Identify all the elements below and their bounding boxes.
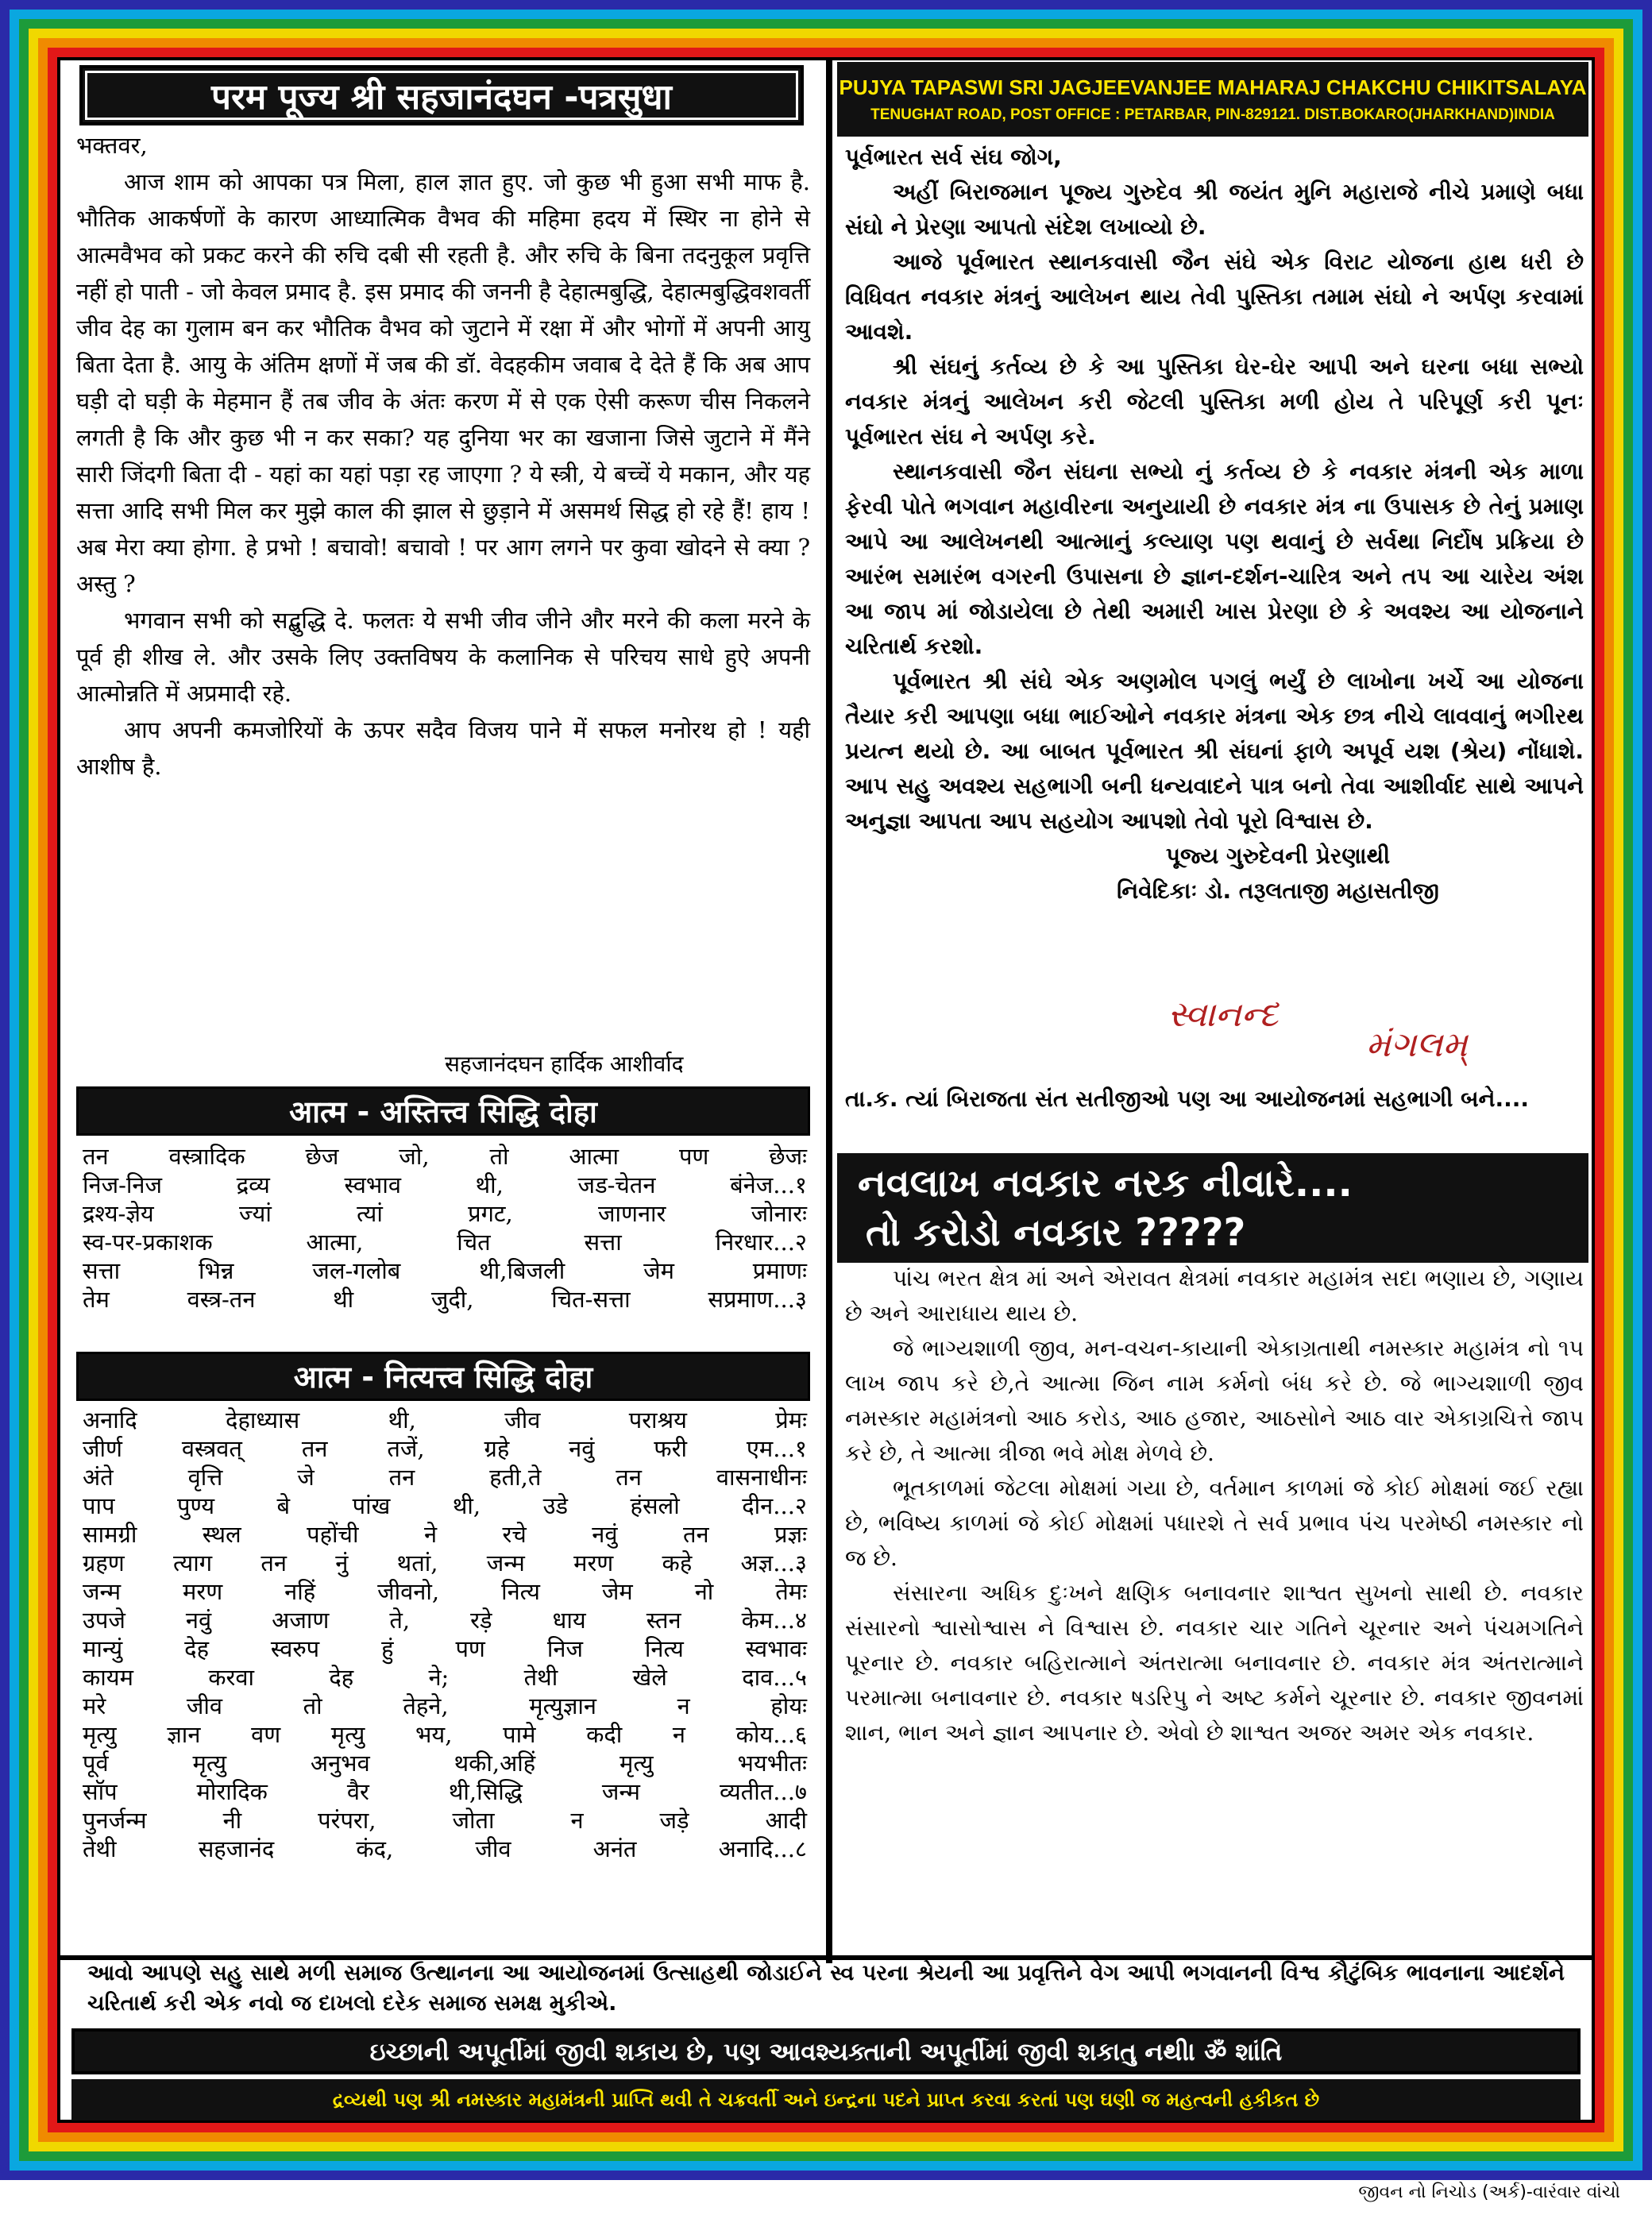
verse-line: अंते वृत्ति जे तन हती,ते तन वासनाधीनः bbox=[83, 1464, 807, 1491]
section1-title: आत्म - अस्तित्त्व सिद्धि दोहा bbox=[289, 1094, 597, 1129]
tagline-bar bbox=[71, 2079, 1581, 2120]
verse-line: निज-निज द्रव्य स्वभाव थी, जड-चेतन बंनेज...१ bbox=[83, 1171, 807, 1198]
letter-paragraph: भगवान सभी को सद्बुद्धि दे. फलतः ये सभी जीव जीने और मरने की कला मरने के पूर्व ही शीख ले. और उसके लिए उक्तविषय के कलानिक से परिचय साधे हुऐ अपनी आत्मोन्नति में अप्रमादी रहे. bbox=[76, 607, 811, 707]
verse-line: अनादि देहाध्यास थी, जीव पराश्रय प्रेमः bbox=[83, 1407, 807, 1434]
navkar-paragraph: પાંચ ભરત ક્ષેત્ર માં અને એરાવત ક્ષેત્રમાં નવકાર મહામંત્ર સદા ભણાય છે, ગણાય છે અને આરાધાય થાય છે. bbox=[845, 1265, 1584, 1326]
hospital-header bbox=[837, 62, 1588, 137]
message-paragraph: પૂર્વભારત શ્રી સંઘે એક અણમોલ પગલું ભર્યું છે લાખોના ખર્ચે આ યોજના તૈયાર કરી આપણા બધા ભાઈઓને નવકાર મંત્રના એક છત્ર નીચે લાવવાનું ભગીરથ પ્રયત્ન થયો છે. આ બાબત પૂર્વભારત શ્રી સંઘનાં ફાળે અપૂર્વ યશ (શ્રેય) નોંધાશે. આપ સહુ અવશ્ય સહભાગી બની ધન્યવાદને પાત્ર બનો તેવા આશીર્વાદ સાથે આપને અનુજ્ઞા આપતા આપ સહયોગ આપશો તેવો પૂરો વિશ્વાસ છે. bbox=[845, 668, 1584, 834]
navkar-paragraph: ભૂતકાળમાં જેટલા મોક્ષમાં ગયા છે, વર્તમાન કાળમાં જે કોઈ મોક્ષમાં જઈ રહ્યા છે, ભવિષ્ય કાળમાં જે કોઈ મોક્ષમાં પધારશે તે સર્વ પ્રભાવ પંચ પરમેષ્ઠી નમસ્કાર નો જ છે. bbox=[845, 1475, 1584, 1571]
verse-line: द्रश्य-ज्ञेय ज्यां त्यां प्रगट, जाणनार जोनारः bbox=[83, 1200, 807, 1227]
message-greeting: પૂર્વભારત સર્વ સંઘ જોગ, bbox=[845, 144, 1062, 170]
message-paragraph: શ્રી સંઘનું કર્તવ્ય છે કે આ પુસ્તિકા ઘેર-ઘેર આપી અને ઘરના બધા સભ્યો નવકાર મંત્રનું આલેખન કરી જેટલી પુસ્તિકા મળી હોય તે પરિપૂર્ણ કરી પૂનઃ પૂર્વભારત સંઘ ને અર્પણ કરે. bbox=[845, 353, 1584, 450]
motto-bar bbox=[71, 2028, 1581, 2074]
message-paragraph: અહીં બિરાજમાન પૂજ્ય ગુરુદેવ શ્રી જયંત મુનિ મહારાજે નીચે પ્રમાણે બધા સંઘો ને પ્રેરણા આપતો સંદેશ લખાવ્યો છે. bbox=[845, 179, 1584, 240]
verse-line: तेथी सहजानंद कंद, जीव अनंत अनादि...८ bbox=[83, 1835, 807, 1862]
section1-verses bbox=[83, 1142, 807, 1314]
submitter-line: નિવેદિકાઃ ડો. તરૂલતાજી મહાસતીજી bbox=[1117, 878, 1439, 904]
verse-line: पुनर्जन्म नी परंपरा, जोता न जड़े आदी bbox=[83, 1807, 807, 1834]
verse-line: कायम करवा देह ने; तेथी खेले दाव...५ bbox=[83, 1664, 807, 1691]
verse-line: पाप पुण्य बे पांख थी, उडे हंसलो दीन...२ bbox=[83, 1492, 807, 1519]
left-title: परम पूज्य श्री सहजानंदघन -पत्रसुधा bbox=[211, 77, 672, 118]
signature-mangalam: મંગલમ્ bbox=[1366, 1025, 1468, 1065]
verse-line: सत्ता भिन्न जल-गलोब थी,बिजली जेम प्रमाणः bbox=[83, 1257, 807, 1284]
letter-paragraph: आज शाम को आपका पत्र मिला, हाल ज्ञात हुए. जो कुछ भी हुआ सभी माफ है. भौतिक आकर्षणों के कारण आध्यात्मिक वैभव की महिमा हदय में स्थिर ना होने से आत्मवैभव को प्रकट करने की रुचि दबी सी रहती है. और रुचि के बिना तदनुकूल प्रवृत्ति नहीं हो पाती - जो केवल प्रमाद है. इस प्रमाद की जननी है देहात्मबुद्धि, देहात्मबुद्धिवशवर्ती जीव देह का गुलाम बन कर भौतिक वैभव को जुटाने में रक्षा में और भोगों में अपनी आयु बिता देता है. आयु के अंतिम क्षणों में जब की डॉ. वेदहकीम जवाब दे देते हैं कि अब आप घड़ी दो घड़ी के मेहमान हैं तब जीव के अंतः करण में से एक ऐसी करूण चीस निकलने लगती है कि और कुछ भी न कर सका? यह दुनिया भर का खजाना जिसे जुटाने में मैंने सारी जिंदगी बिता दी - यहां का यहां पड़ा रह जाएगा ? ये स्त्री, ये बच्चें ये मकान, और यह सत्ता आदि सभी मिल कर मुझे काल की झाल से छुड़ाने में असमर्थ सिद्ध हो रहे हैं! हाय ! अब मेरा क्या होगा. हे प्रभो ! बचावो! बचावो ! पर आग लगने पर कुवा खोदने से क्या ? अस्तु ? bbox=[76, 168, 810, 597]
verse-line: स्व-पर-प्रकाशक आत्मा, चित सत्ता निरधार...२ bbox=[83, 1229, 807, 1256]
headline-line1: નવલાખ નવકાર નરક નીવારે.... bbox=[858, 1161, 1353, 1206]
letter-paragraph: आप अपनी कमजोरियों के ऊपर सदैव विजय पाने में सफल मनोरथ हो ! यही आशीष है. bbox=[76, 716, 810, 780]
navkar-paragraph: સંસારના અધિક દુઃખને ક્ષણિક બનાવનાર શાશ્વત સુખનો સાથી છે. નવકાર સંસારનો શ્વાસોશ્વાસ ને વિશ્વાસ છે. નવકાર ચાર ગતિને ચૂરનાર અને પંચમગતિને પૂરનાર છે. નવકાર બહિરાત્માને અંતરાત્મા બનાવનાર છે. નવકાર મંત્ર અંતરાત્માને પરમાત્મા બનાવનાર છે. નવકાર ષડરિપુ ને અષ્ટ કર્મને ચૂરનાર છે. નવકાર જીવનમાં શાન, ભાન અને જ્ઞાન આપનાર છે. એવો છે શાશ્વત અજર અમર એક નવકાર. bbox=[845, 1580, 1584, 1746]
motto-text: ઇચ્છાની અપૂર્તીમાં જીવી શકાય છે, પણ આવશ્યક્તાની અપૂર્તીમાં જીવી શકાતુ નથી। ॐ શાંતિ bbox=[369, 2038, 1283, 2066]
headline-box bbox=[837, 1153, 1588, 1263]
verse-line: जीर्ण वस्त्रवत् तन तजें, ग्रहे नवुं फरी एम...१ bbox=[83, 1435, 807, 1462]
hospital-address: TENUGHAT ROAD, POST OFFICE : PETARBAR, PIN-829121. DIST.BOKARO(JHARKHAND)INDIA bbox=[870, 106, 1555, 123]
section2-title-bar bbox=[76, 1352, 810, 1401]
section1-title-bar bbox=[76, 1086, 810, 1136]
letter-signoff: सहजानंदघन हार्दिक आशीर्वाद bbox=[445, 1051, 684, 1077]
message-paragraph: સ્થાનકવાસી જૈન સંઘના સભ્યો નું કર્તવ્ય છે કે નવકાર મંત્રની એક માળા ફેરવી પોતે ભગવાન મહાવીરના અનુયાયી છે નવકાર મંત્ર ના ઉપાસક છે તેનું પ્રમાણ આપે આ આલેખનથી આત્માનું કલ્યાણ પણ થવાનું છે સર્વથા નિર્દોષ પ્રક્રિયા છે આરંભ સમારંભ વગરની ઉપાસના છે જ્ઞાન-દર્શન-ચારિત્ર અને તપ આ ચારેય અંશ આ જાપ માં જોડાયેલા છે તેથી અમારી ખાસ પ્રેરણા છે કે અવશ્ય આ યોજનાને ચરિતાર્થ કરશો. bbox=[845, 458, 1584, 659]
navkar-paragraph: જે ભાગ્યશાળી જીવ, મન-વચન-કાયાની એકાગ્રતાથી નમસ્કાર મહામંત્ર નો ૧૫ લાખ જાપ કરે છે,તે આત્મા જિન નામ કર્મનો બંધ કરે છે. જે ભાગ્યશાળી જીવ નમસ્કાર મહામંત્રનો આઠ કરોડ, આઠ હજાર, આઠસોને આઠ વાર એકાગ્રચિત્તે જાપ કરે છે, તે આત્મા ત્રીજા ભવે મોક્ષ મેળવે છે. bbox=[845, 1335, 1584, 1466]
verse-line: मान्युं देह स्वरुप हुं पण निज नित्य स्वभावः bbox=[83, 1635, 807, 1662]
hospital-name: PUJYA TAPASWI SRI JAGJEEVANJEE MAHARAJ CHAKCHU CHIKITSALAYA bbox=[839, 75, 1587, 99]
letter-salutation: भक्तवर, bbox=[76, 132, 148, 159]
inspiration-line: પૂજ્ય ગુરુદેવની પ્રેરણાથી bbox=[1165, 843, 1391, 869]
verse-line: पूर्व मृत्यु अनुभव थकी,अहिं मृत्यु भयभीतः bbox=[83, 1750, 807, 1777]
tagline-text: દ્રવ્યથી પણ શ્રી નમસ્કાર મહામંત્રની પ્રાપ્તિ થવી તે ચક્રવર્તી અને ઇન્દ્રના પદને પ્રાપ્ત કરવા કરતાં પણ ઘણી જ મહત્વની હકીકત છે bbox=[332, 2089, 1320, 2111]
verse-line: सॉप मोरादिक वैर थी,सिद्धि जन्म व्यतीत...७ bbox=[83, 1778, 807, 1805]
left-title-bar bbox=[79, 65, 804, 125]
section2-title: आत्म - नित्यत्त्व सिद्धि दोहा bbox=[293, 1360, 593, 1395]
verse-line: तन वस्त्रादिक छेज जो, तो आत्मा पण छेजः bbox=[83, 1143, 807, 1170]
verse-line: जन्म मरण नहिं जीवनो, नित्य जेम नो तेमः bbox=[83, 1578, 807, 1605]
appeal-text: આવો આપણે સહુ સાથે મળી સમાજ ઉત્થાનના આ આયોજનમાં ઉત્સાહથી જોડાઈને સ્વ પરના શ્રેયની આ પ્રવૃત્તિને વેગ આપી ભગવાનની વિશ્વ કૌટુંબિક ભાવનાના આદર્શને ચરિતાર્થ કરી એક નવો જ દાખલો દરેક સમાજ સમક્ષ મુકીએ. bbox=[87, 1961, 1565, 2016]
message-paragraph: આજે પૂર્વભારત સ્થાનકવાસી જૈન સંઘે એક વિરાટ યોજના હાથ ધરી છે વિધિવત નવકાર મંત્રનું આલેખન થાય તેવી પુસ્તિકા તમામ સંઘો ને અર્પણ કરવામાં આવશે. bbox=[845, 249, 1584, 345]
letter-body bbox=[76, 127, 810, 785]
message-body bbox=[845, 140, 1584, 909]
verse-line: ग्रहण त्याग तन नुं थतां, जन्म मरण कहे अज्ञ...३ bbox=[83, 1549, 807, 1576]
verse-line: उपजे नवुं अजाण ते, रड़े धाय स्तन केम...४ bbox=[83, 1607, 807, 1634]
signature-swanand: સ્વાનન્દ bbox=[1168, 994, 1279, 1035]
postscript: તા.ક. ત્યાં બિરાજતા સંત સતીજીઓ પણ આ આયોજનમાં સહભાગી બને.... bbox=[845, 1086, 1529, 1112]
verse-line: मृत्यु ज्ञान वण मृत्यु भय, पामे कदी न कोय...६ bbox=[83, 1721, 807, 1748]
column-divider bbox=[826, 57, 832, 1963]
footer-note: જીવન નો નિચોડ (અર્ક)-વારંવાર વાંચો bbox=[1358, 2182, 1620, 2202]
verse-line: सामग्री स्थल पहोंची ने रचे नवुं तन प्रज्ञः bbox=[83, 1521, 807, 1548]
verse-line: तेम वस्त्र-तन थी जुदी, चित-सत्ता सप्रमाण...३ bbox=[83, 1286, 807, 1313]
navkar-body bbox=[845, 1261, 1584, 1750]
headline-line2: તો કરોડો નવકાર ????? bbox=[866, 1210, 1246, 1255]
section2-verses bbox=[83, 1406, 807, 1863]
verse-line: मरे जीव तो तेहने, मृत्युज्ञान न होयः bbox=[83, 1692, 807, 1719]
